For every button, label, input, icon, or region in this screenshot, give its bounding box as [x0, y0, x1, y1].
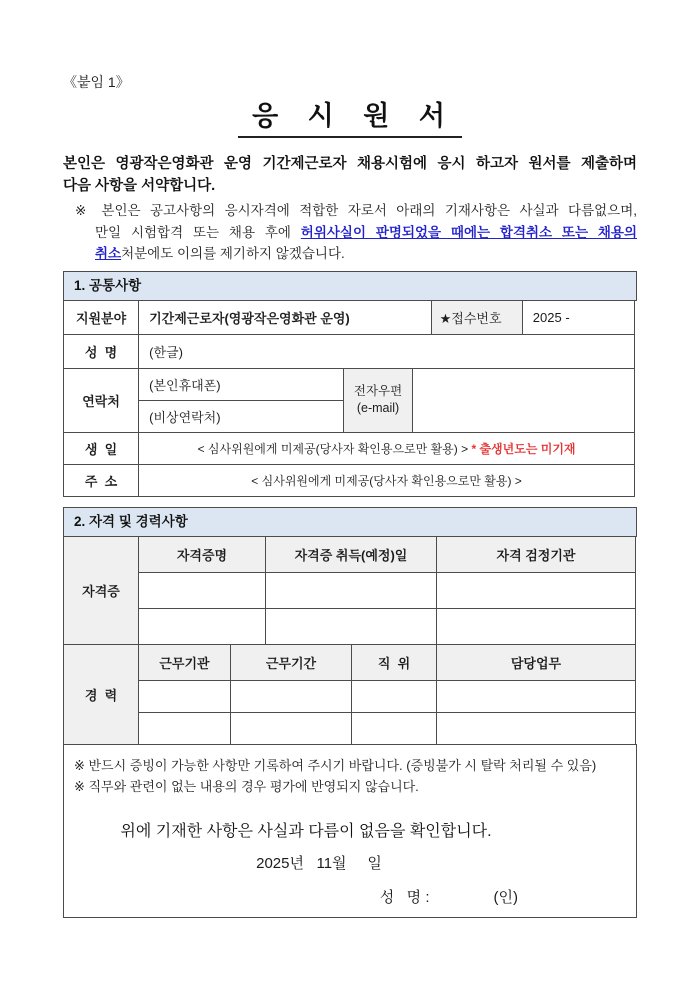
seal-label: (인)	[493, 888, 518, 906]
pledge-note-line-3	[95, 243, 637, 265]
license-col-name: 자격증명	[139, 536, 266, 572]
table-row	[64, 680, 636, 712]
table-row	[64, 644, 636, 680]
table-row	[64, 464, 635, 496]
table-row	[64, 536, 636, 572]
table-row	[64, 300, 635, 334]
email-label-line-2: (e-mail)	[356, 401, 400, 415]
footer-note-1: ※ 반드시 증빙이 가능한 사항만 기록하여 주시기 바랍니다. (증빙불가 시 탈락 처리될 수 있음)	[74, 757, 597, 773]
license-name-field[interactable]	[139, 572, 266, 608]
table-row	[64, 572, 636, 608]
license-agency-field[interactable]	[437, 572, 636, 608]
career-period-field[interactable]	[231, 712, 352, 744]
pledge-note-line-1: ※ 본인은 공고사항의 응시자격에 적합한 자로서 아래의 기재사항은 사실과 다름없으며,	[75, 203, 637, 218]
apply-field-value: 기간제근로자(영광작은영화관 운영)	[139, 300, 432, 334]
footer-notes-box	[63, 744, 637, 918]
career-duty-field[interactable]	[437, 712, 636, 744]
section-gap	[63, 497, 637, 507]
pledge-line-1: 본인은 영광작은영화관 운영 기간제근로자 채용시험에 응시 하고자 원서를 제출하며	[63, 156, 637, 172]
attachment-label: 《붙임 1》	[63, 74, 130, 90]
career-col-period: 근무기간	[231, 644, 352, 680]
email-label	[344, 368, 412, 432]
page-title: 응 시 원 서	[238, 94, 462, 138]
license-name-field[interactable]	[139, 608, 266, 644]
address-field: < 심사위원에게 미제공(당사자 확인용으로만 활용) >	[139, 464, 635, 496]
table-row	[64, 334, 635, 368]
career-organization-field[interactable]	[139, 680, 231, 712]
birth-red-note: * 출생년도는 미기재	[471, 441, 576, 456]
contact-label: 연락처	[64, 368, 139, 432]
email-label-line-1: 전자우편	[353, 384, 403, 398]
receipt-no-label: ★접수번호	[431, 300, 522, 334]
phone-field[interactable]: (본인휴대폰)	[139, 368, 344, 400]
birth-field	[139, 432, 635, 464]
signature-line	[72, 886, 628, 907]
apply-field-label: 지원분야	[64, 300, 139, 334]
career-col-organization: 근무기관	[139, 644, 231, 680]
table-row	[64, 712, 636, 744]
career-col-position: 직 위	[352, 644, 437, 680]
career-row-label: 경 력	[64, 644, 139, 744]
date-line: 2025년 11월 일	[256, 854, 382, 872]
license-col-agency: 자격 검정기관	[437, 536, 636, 572]
pledge-note-line-2	[95, 222, 637, 244]
table-row	[64, 432, 635, 464]
note-line-2-emphasis: 허위사실이 판명되었을 때에는 합격취소 또는 채용의	[300, 224, 637, 240]
career-duty-field[interactable]	[437, 680, 636, 712]
table-row	[64, 368, 635, 400]
note-line-2-normal: 만일 시험합격 또는 채용 후에	[95, 224, 301, 240]
birth-value: < 심사위원에게 미제공(당사자 확인용으로만 활용) >	[197, 441, 472, 456]
career-position-field[interactable]	[352, 712, 437, 744]
pledge-paragraph	[63, 153, 637, 197]
license-agency-field[interactable]	[437, 608, 636, 644]
license-date-field[interactable]	[266, 608, 437, 644]
name-label: 성 명	[64, 334, 139, 368]
note-line-3-emphasis: 취소	[95, 246, 122, 261]
note-line-3-normal: 처분에도 이의를 제기하지 않겠습니다.	[121, 246, 345, 261]
license-col-date: 자격증 취득(예정)일	[266, 536, 437, 572]
license-date-field[interactable]	[266, 572, 437, 608]
license-row-label: 자격증	[64, 536, 139, 644]
table-row	[64, 608, 636, 644]
pledge-line-2: 다음 사항을 서약합니다.	[63, 178, 216, 194]
email-field[interactable]	[412, 368, 634, 432]
section-1-header: 1. 공통사항	[63, 271, 637, 301]
footer-note-2: ※ 직무와 관련이 없는 내용의 경우 평가에 반영되지 않습니다.	[74, 778, 419, 794]
birth-label: 생 일	[64, 432, 139, 464]
career-organization-field[interactable]	[139, 712, 231, 744]
name-field[interactable]: (한글)	[139, 334, 635, 368]
career-position-field[interactable]	[352, 680, 437, 712]
career-col-duty: 담당업무	[437, 644, 636, 680]
confirmation-statement: 위에 기재한 사항은 사실과 다름이 없음을 확인합니다.	[120, 822, 492, 840]
address-label: 주 소	[64, 464, 139, 496]
pledge-note-paragraph	[63, 200, 637, 265]
common-info-table	[63, 300, 635, 497]
license-table	[63, 536, 636, 645]
signature-label: 성 명 :	[379, 888, 430, 906]
receipt-no-field[interactable]: 2025 -	[522, 300, 634, 334]
career-period-field[interactable]	[231, 680, 352, 712]
section-2-header: 2. 자격 및 경력사항	[63, 507, 637, 537]
career-table	[63, 644, 636, 745]
emergency-contact-field[interactable]: (비상연락처)	[139, 400, 344, 432]
title-wrap	[63, 94, 637, 138]
